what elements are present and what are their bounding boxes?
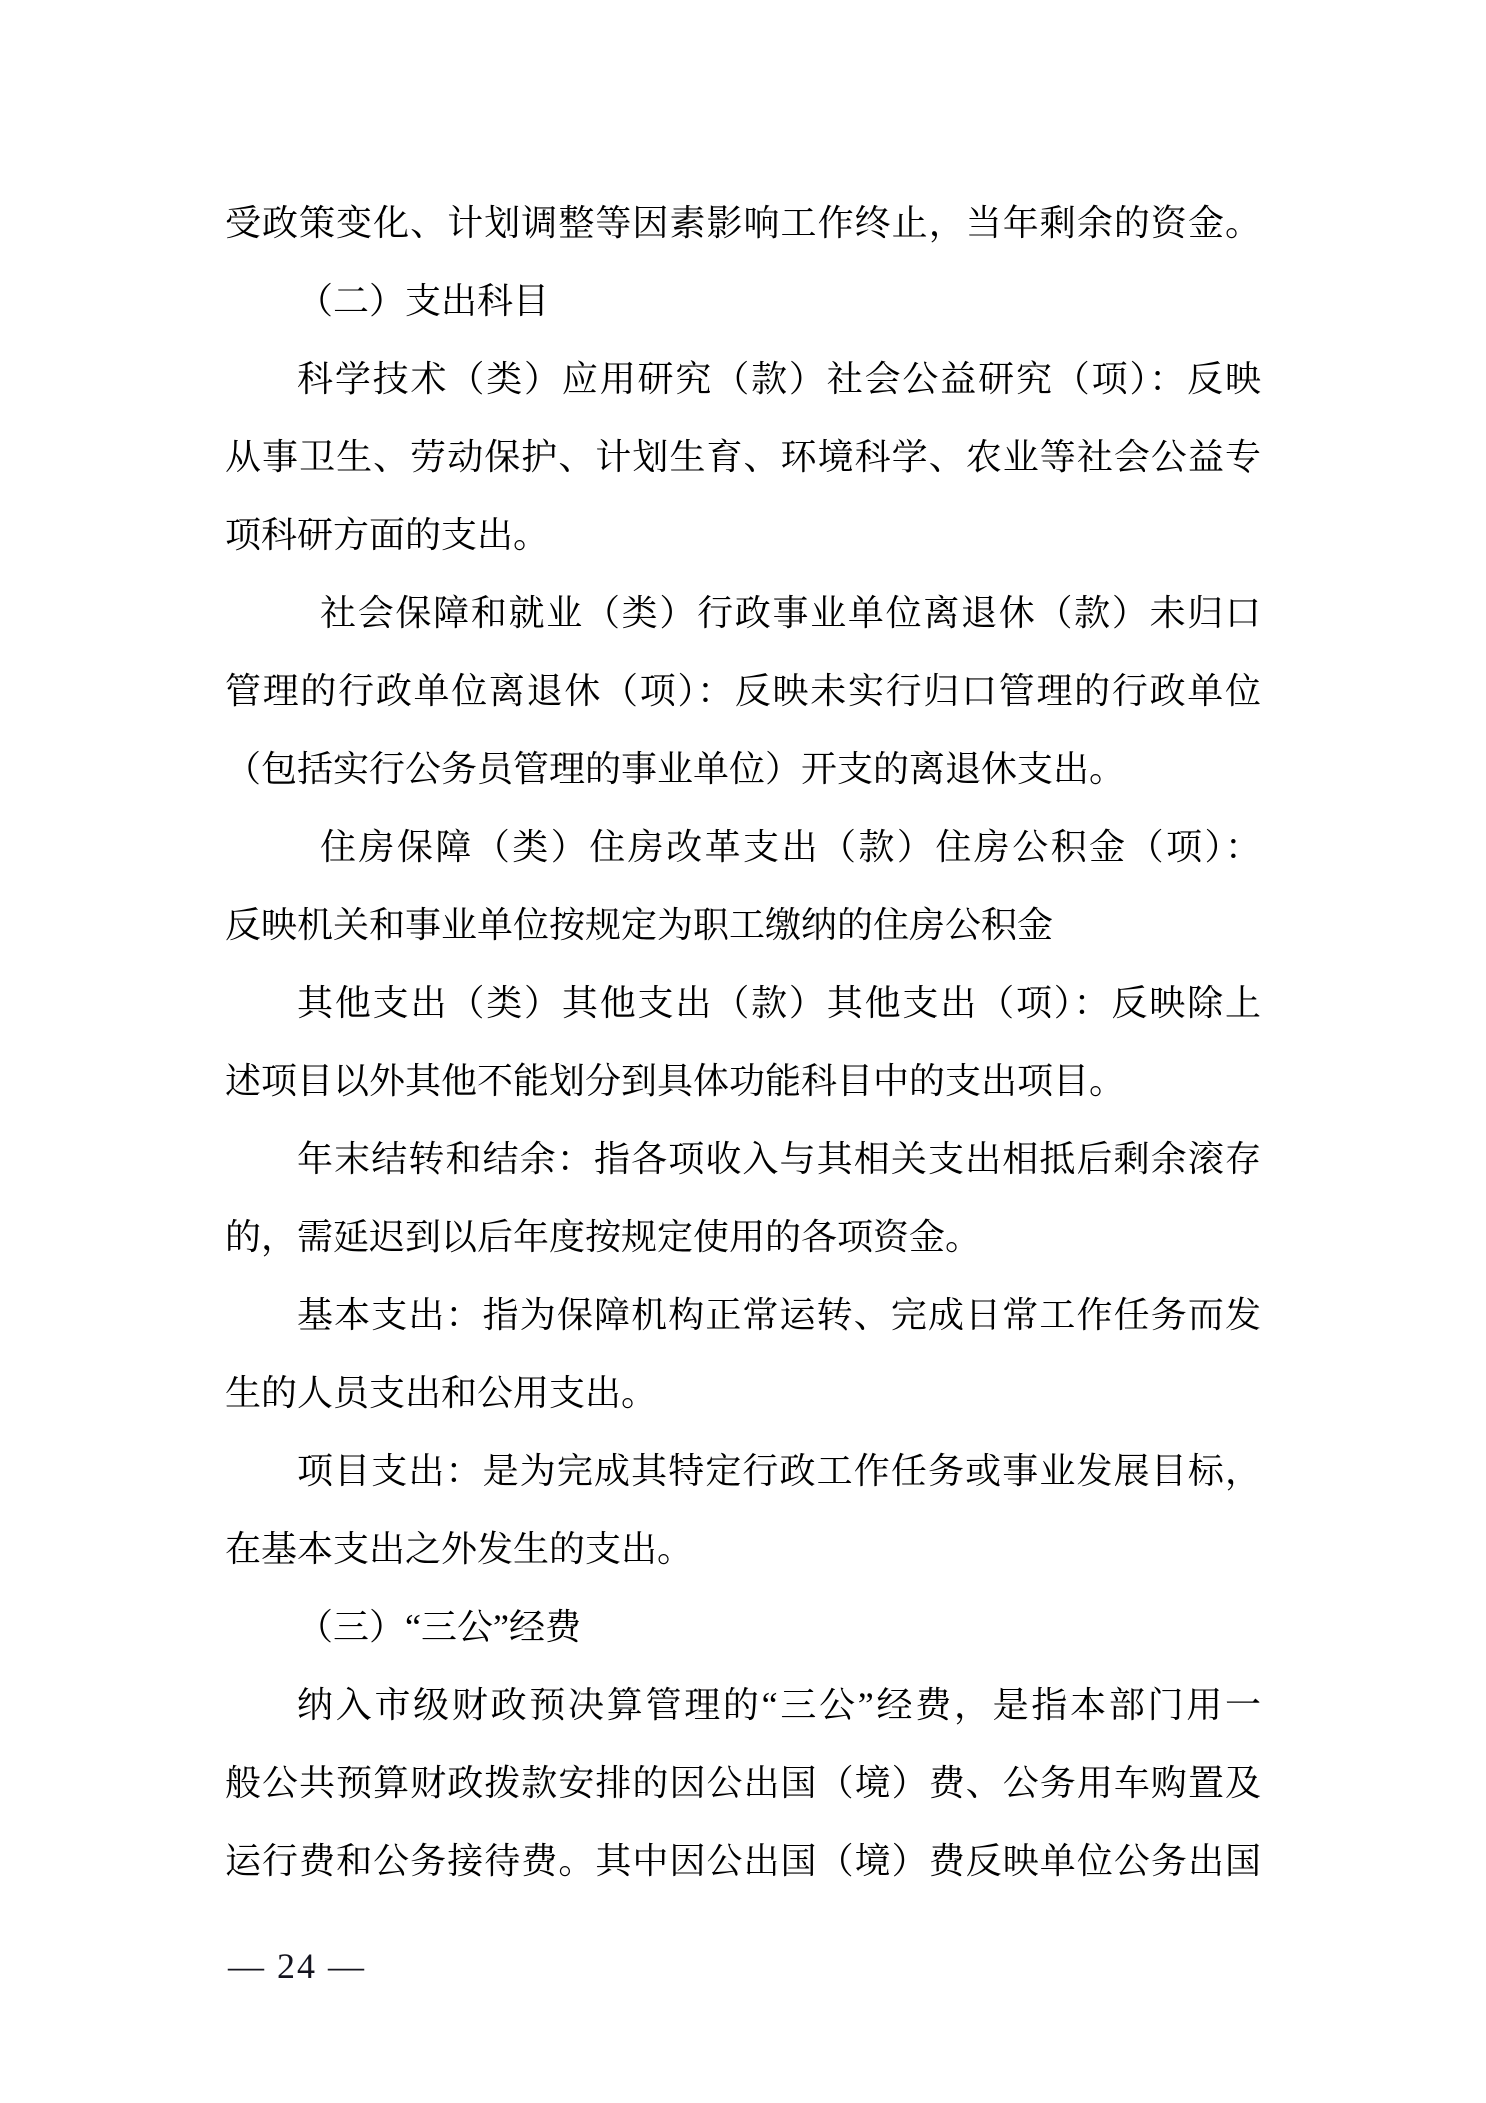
- text-line: 住房保障（类）住房改革支出（款）住房公积金（项）：: [320, 827, 1261, 867]
- text-line: 管理的行政单位离退休（项）：反映未实行归口管理的行政单位: [225, 671, 1261, 711]
- text-line: （二）支出科目: [297, 281, 550, 321]
- document-body: [225, 184, 1261, 1900]
- text-line: 社会保障和就业（类）行政事业单位离退休（款）未归口: [320, 593, 1261, 633]
- text-line: 科学技术（类）应用研究（款）社会公益研究（项）：反映: [297, 359, 1261, 399]
- text-line: 从事卫生、劳动保护、计划生育、环境科学、农业等社会公益专: [225, 437, 1261, 477]
- text-lines: [225, 184, 1261, 1900]
- text-line: 生的人员支出和公用支出。: [225, 1373, 658, 1413]
- text-line: 受政策变化、计划调整等因素影响工作终止，当年剩余的资金。: [225, 203, 1261, 243]
- text-line: 其他支出（类）其他支出（款）其他支出（项）：反映除上: [297, 983, 1261, 1023]
- text-line: （三）“三公”经费: [297, 1607, 581, 1647]
- text-line: 纳入市级财政预决算管理的“三公”经费，是指本部门用一: [297, 1685, 1261, 1725]
- text-line: 项科研方面的支出。: [225, 515, 550, 555]
- text-line: 运行费和公务接待费。其中因公出国（境）费反映单位公务出国: [225, 1841, 1261, 1881]
- text-line: 基本支出：指为保障机构正常运转、完成日常工作任务而发: [297, 1295, 1261, 1335]
- text-line: 的，需延迟到以后年度按规定使用的各项资金。: [225, 1217, 982, 1257]
- text-line: 般公共预算财政拨款安排的因公出国（境）费、公务用车购置及: [225, 1763, 1261, 1803]
- page-number: — 24 —: [228, 1946, 366, 1986]
- text-line: （包括实行公务员管理的事业单位）开支的离退休支出。: [225, 749, 1126, 789]
- text-line: 年末结转和结余：指各项收入与其相关支出相抵后剩余滚存: [297, 1139, 1261, 1179]
- text-line: 项目支出：是为完成其特定行政工作任务或事业发展目标，: [297, 1451, 1261, 1491]
- text-line: 在基本支出之外发生的支出。: [225, 1529, 694, 1569]
- text-line: 述项目以外其他不能划分到具体功能科目中的支出项目。: [225, 1061, 1126, 1101]
- text-line: 反映机关和事业单位按规定为职工缴纳的住房公积金: [225, 905, 1054, 945]
